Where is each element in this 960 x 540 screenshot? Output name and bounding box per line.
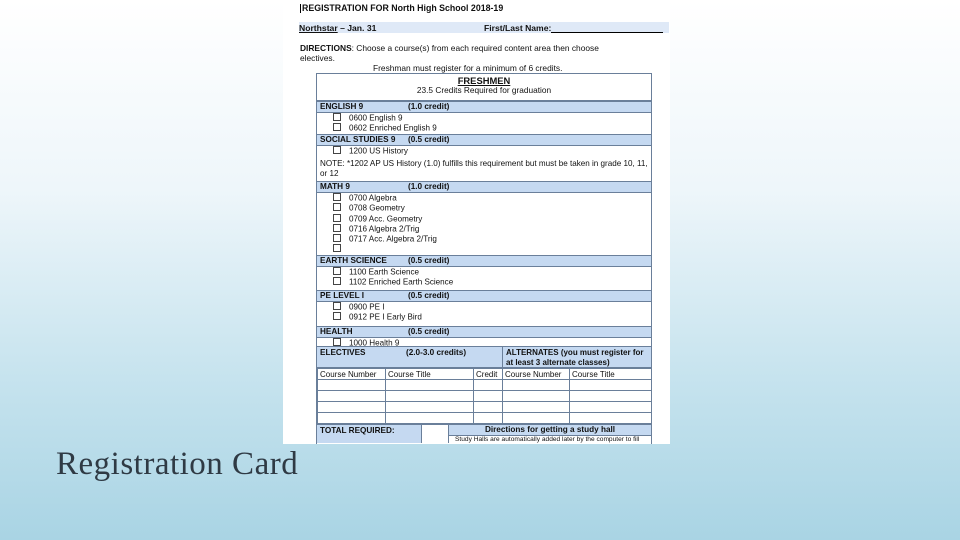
course-option[interactable]: 0717 Acc. Algebra 2/Trig: [317, 234, 651, 244]
directions: DIRECTIONS: Choose a course(s) from each required content area then choose electives. Freshman must register for a minimum of 6 credits.: [300, 43, 599, 74]
course-option[interactable]: 1000 Health 9: [317, 338, 651, 346]
checkbox-icon[interactable]: [333, 267, 341, 275]
section-earth-science: EARTH SCIENCE (0.5 credit): [317, 255, 651, 267]
total-value-cell[interactable]: [422, 425, 449, 443]
course-option-blank[interactable]: [317, 244, 651, 254]
checkbox-icon[interactable]: [333, 123, 341, 131]
column-header: Course Number: [503, 369, 570, 380]
form-title: REGISTRATION FOR North High School 2018-19: [302, 3, 504, 13]
checkbox-icon[interactable]: [333, 214, 341, 222]
course-option[interactable]: 0602 Enriched English 9: [317, 123, 651, 133]
course-option[interactable]: 0912 PE I Early Bird: [317, 312, 651, 326]
section-pe: PE LEVEL I (0.5 credit): [317, 290, 651, 302]
column-header: Course Title: [570, 369, 652, 380]
grade-title: FRESHMEN: [457, 75, 511, 86]
table-row[interactable]: [318, 413, 652, 424]
alternates-label: ALTERNATES (you must register for at least 3 alternate classes): [503, 347, 651, 367]
course-option[interactable]: 1100 Earth Science: [317, 267, 651, 277]
study-hall-title: Directions for getting a study hall: [449, 425, 651, 436]
table-row[interactable]: [318, 402, 652, 413]
course-option[interactable]: 0900 PE I: [317, 302, 651, 312]
checkbox-icon[interactable]: [333, 338, 341, 346]
table-row[interactable]: [318, 380, 652, 391]
name-field: First/Last Name:: [484, 23, 663, 33]
course-option[interactable]: 1102 Enriched Earth Science: [317, 277, 651, 290]
electives-header: [317, 346, 651, 368]
grade-subtitle: 23.5 Credits Required for graduation: [416, 85, 552, 96]
checkbox-icon[interactable]: [333, 234, 341, 242]
info-bar: [299, 22, 669, 33]
checkbox-icon[interactable]: [333, 302, 341, 310]
column-header: Course Number: [318, 369, 386, 380]
checkbox-icon[interactable]: [333, 193, 341, 201]
total-row: [317, 424, 651, 443]
course-option[interactable]: 0716 Algebra 2/Trig: [317, 224, 651, 234]
course-option[interactable]: 0700 Algebra: [317, 193, 651, 203]
checkbox-icon[interactable]: [333, 113, 341, 121]
social-studies-note: NOTE: *1202 AP US History (1.0) fulfills this requirement but must be taken in grade 10, 11, or 12: [320, 158, 648, 179]
table-row[interactable]: [318, 391, 652, 402]
course-option[interactable]: 0600 English 9: [317, 113, 651, 123]
registration-form-image: [283, 0, 670, 444]
column-header: Course Title: [386, 369, 474, 380]
section-health: HEALTH (0.5 credit): [317, 326, 651, 338]
total-required-label: TOTAL REQUIRED:: [317, 425, 422, 443]
checkbox-icon[interactable]: [333, 244, 341, 252]
section-english: ENGLISH 9 (1.0 credit): [317, 101, 651, 113]
course-option[interactable]: 0708 Geometry: [317, 203, 651, 213]
course-form: [316, 73, 652, 444]
school-deadline: Northstar – Jan. 31: [299, 23, 377, 33]
course-option[interactable]: 0709 Acc. Geometry: [317, 214, 651, 224]
checkbox-icon[interactable]: [333, 203, 341, 211]
column-header: Credit: [474, 369, 503, 380]
study-hall-text: Study Halls are automatically added later by the computer to fill: [455, 436, 640, 444]
section-social-studies: SOCIAL STUDIES 9 (0.5 credit): [317, 134, 651, 146]
checkbox-icon[interactable]: [333, 146, 341, 154]
slide-caption: Registration Card: [56, 446, 299, 482]
electives-credit: (2.0-3.0 credits): [406, 348, 467, 358]
section-math: MATH 9 (1.0 credit): [317, 181, 651, 193]
form-header: [317, 74, 651, 101]
checkbox-icon[interactable]: [333, 312, 341, 320]
electives-table: [317, 368, 652, 424]
course-option[interactable]: 1200 US History: [317, 146, 651, 156]
table-header-row: [318, 369, 652, 380]
electives-label: ELECTIVES: [320, 348, 366, 358]
checkbox-icon[interactable]: [333, 224, 341, 232]
checkbox-icon[interactable]: [333, 277, 341, 285]
